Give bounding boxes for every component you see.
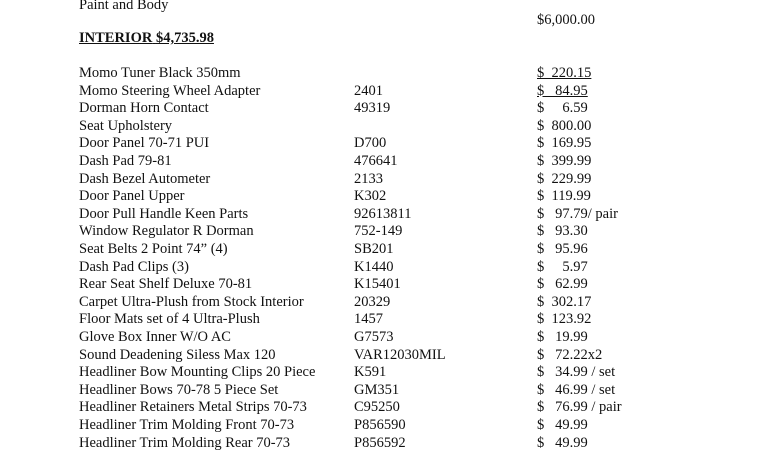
item-part-number: 20329: [354, 293, 391, 310]
item-price: $ 93.30: [537, 223, 588, 240]
list-item: [0, 347, 762, 365]
item-price: $ 399.99: [537, 153, 592, 169]
item-name: Seat Upholstery: [79, 117, 173, 134]
item-name: Dash Pad Clips (3): [79, 258, 189, 275]
item-part-number: 49319: [354, 100, 391, 117]
item-price: $ 229.99: [537, 170, 592, 187]
list-item: [0, 65, 762, 83]
item-price: $ 49.99: [537, 434, 588, 451]
item-part-number: SB201: [354, 241, 394, 257]
list-item: [0, 153, 762, 171]
item-price: $ 84.95: [537, 82, 588, 99]
item-price: $ 97.79/ pair: [537, 205, 618, 222]
item-part-number: D700: [354, 135, 387, 152]
item-price: $ 123.92: [537, 311, 592, 328]
item-price: $ 76.99 / pair: [537, 399, 622, 416]
list-item: [0, 206, 762, 224]
item-price: $ 95.96: [537, 241, 588, 257]
prev-section-total: $6,000.00: [537, 12, 595, 28]
item-name: Seat Belts 2 Point 74” (4): [79, 241, 228, 257]
item-part-number: 2401: [354, 82, 383, 99]
list-item: [0, 311, 762, 329]
item-price: $ 6.59: [537, 100, 588, 117]
item-part-number: 92613811: [354, 205, 412, 222]
item-name: Momo Steering Wheel Adapter: [79, 82, 261, 99]
item-name: Floor Mats set of 4 Ultra-Plush: [79, 311, 260, 328]
item-price: $ 34.99 / set: [537, 364, 616, 381]
item-name: Door Panel 70-71 PUI: [79, 135, 210, 152]
item-price: $ 19.99: [537, 329, 588, 345]
item-part-number: 476641: [354, 153, 398, 169]
item-name: Dash Pad 79-81: [79, 153, 172, 169]
item-part-number: 2133: [354, 170, 383, 187]
item-part-number: K591: [354, 364, 387, 381]
item-price: $ 302.17: [537, 293, 592, 310]
item-part-number: K1440: [354, 258, 394, 275]
list-item: [0, 382, 762, 400]
item-name: Momo Tuner Black 350mm: [79, 65, 241, 81]
item-price: $ 169.95: [537, 135, 592, 152]
item-name: Headliner Trim Molding Rear 70-73: [79, 434, 291, 451]
item-name: Headliner Trim Molding Front 70-73: [79, 417, 295, 433]
list-item: [0, 294, 762, 312]
interior-heading: [79, 30, 214, 47]
item-price: $ 62.99: [537, 276, 588, 293]
item-name: Headliner Bow Mounting Clips 20 Piece: [79, 364, 316, 381]
list-item: [0, 329, 762, 347]
item-part-number: K15401: [354, 276, 401, 293]
list-item: [0, 83, 762, 101]
item-part-number: 752-149: [354, 223, 403, 240]
list-item: [0, 118, 762, 136]
list-item: [0, 259, 762, 277]
list-item: [0, 188, 762, 206]
item-name: Dash Bezel Autometer: [79, 170, 211, 187]
item-part-number: GM351: [354, 381, 400, 398]
item-part-number: K302: [354, 188, 387, 205]
item-part-number: VAR12030MIL: [354, 346, 446, 363]
item-name: Sound Deadening Siless Max 120: [79, 346, 276, 363]
item-price: $ 220.15: [537, 65, 592, 81]
item-part-number: P856592: [354, 434, 406, 451]
list-item: [0, 417, 762, 435]
item-name: Dorman Horn Contact: [79, 100, 209, 117]
item-name: Headliner Retainers Metal Strips 70-73: [79, 399, 307, 416]
list-item: [0, 399, 762, 417]
item-price: $ 72.22x2: [537, 346, 603, 363]
item-name: Headliner Bows 70-78 5 Piece Set: [79, 381, 279, 398]
item-name: Glove Box Inner W/O AC: [79, 329, 231, 345]
item-price: $ 49.99: [537, 417, 588, 433]
item-name: Door Panel Upper: [79, 188, 185, 205]
interior-title: INTERIOR: [79, 30, 153, 46]
item-name: Window Regulator R Dorman: [79, 223, 254, 240]
list-item: [0, 241, 762, 259]
item-price: $ 46.99 / set: [537, 381, 616, 398]
item-name: Door Pull Handle Keen Parts: [79, 205, 249, 222]
interior-total: $4,735.98: [155, 30, 214, 46]
item-part-number: 1457: [354, 311, 383, 328]
item-part-number: C95250: [354, 399, 400, 416]
list-item: [0, 435, 762, 453]
prev-section-label: Paint and Body: [79, 0, 169, 13]
item-name: Rear Seat Shelf Deluxe 70-81: [79, 276, 253, 293]
item-part-number: P856590: [354, 417, 406, 433]
list-item: [0, 171, 762, 189]
list-item: [0, 364, 762, 382]
item-price: $ 5.97: [537, 258, 588, 275]
list-item: [0, 276, 762, 294]
item-price: $ 800.00: [537, 117, 592, 134]
item-price: $ 119.99: [537, 188, 591, 205]
list-item: [0, 223, 762, 241]
list-item: [0, 100, 762, 118]
item-name: Carpet Ultra-Plush from Stock Interior: [79, 293, 304, 310]
list-item: [0, 135, 762, 153]
item-part-number: G7573: [354, 329, 394, 345]
